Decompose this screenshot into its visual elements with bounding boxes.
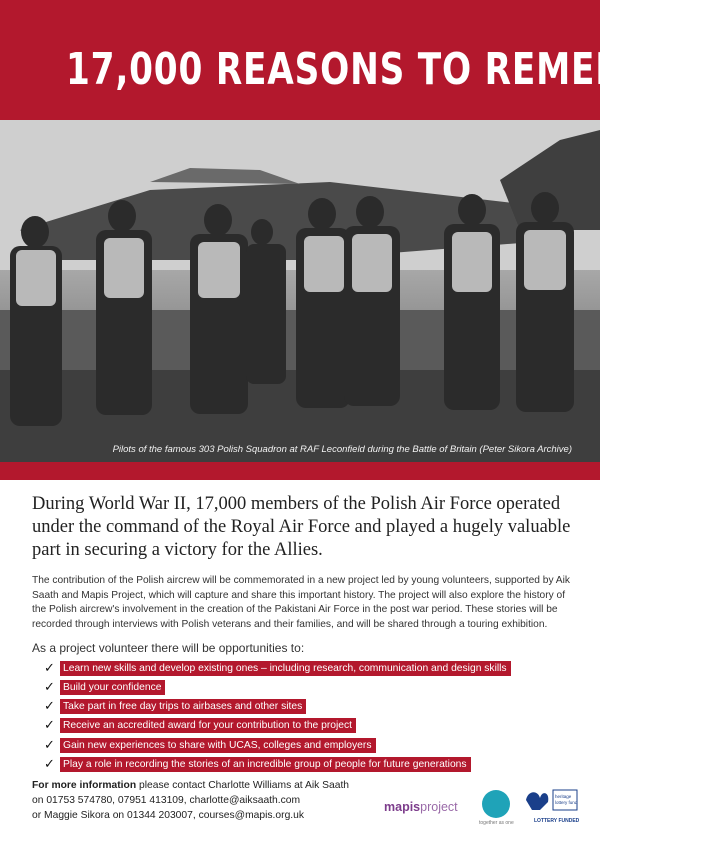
lottery-funded-text: LOTTERY FUNDED <box>534 818 580 824</box>
mapis-logo <box>384 800 458 814</box>
opportunities-list <box>44 659 584 775</box>
mapis-logo-light: project <box>420 800 458 814</box>
check-icon: ✓ <box>44 756 55 772</box>
list-item <box>44 678 584 696</box>
aiksaath-tagline: together as one <box>479 820 514 826</box>
hero-photo <box>0 120 600 462</box>
check-icon: ✓ <box>44 737 55 753</box>
check-icon: ✓ <box>44 660 55 676</box>
sponsor-logos <box>384 780 584 830</box>
list-item <box>44 698 584 716</box>
list-item <box>44 659 584 677</box>
contact-block <box>32 778 372 824</box>
opportunity-label: Build your confidence <box>60 680 165 695</box>
lottery-logo <box>520 786 580 826</box>
lottery-text-2: lottery fund <box>555 800 578 805</box>
check-icon: ✓ <box>44 679 55 695</box>
contact-line-1 <box>32 778 372 793</box>
aiksaath-logo <box>482 790 510 818</box>
list-item <box>44 755 584 773</box>
opportunity-label: Receive an accredited award for your contribution to the project <box>60 718 356 733</box>
pilots-photo-illustration <box>0 120 600 462</box>
list-item <box>44 717 584 735</box>
mapis-logo-bold: mapis <box>384 800 421 814</box>
photo-bottom-band <box>0 462 600 480</box>
list-item <box>44 736 584 754</box>
body-paragraph: The contribution of the Polish aircrew will be commemorated in a new project led by young volunteers, supported by Aik Saath and Mapis Project, which will capture and share this important history. The project will also explore the history of the Polish aircrew's involvement in the creation of the Pakistani Air Force in the post war period. These stories will be recorded through interviews with Polish veterans and their families, and will be shared through a touring exhibition. <box>32 575 570 630</box>
photo-caption: Pilots of the famous 303 Polish Squadron at RAF Leconfield during the Battle of Britain (Peter Sikora Archive) <box>112 444 572 455</box>
opportunity-label: Learn new skills and develop existing ones – including research, communication and design skills <box>60 661 511 676</box>
opportunities-intro: As a project volunteer there will be opportunities to: <box>32 641 305 655</box>
opportunity-label: Gain new experiences to share with UCAS, colleges and employers <box>60 738 376 753</box>
page-title: 17,000 REASONS TO REMEMBER <box>66 44 709 95</box>
lottery-text-1: heritage <box>555 794 572 799</box>
contact-line-2[interactable]: on 01753 574780, 07951 413109, charlotte@aiksaath.com <box>32 795 301 807</box>
contact-lead-rest: please contact Charlotte Williams at Aik Saath <box>136 780 350 791</box>
opportunity-label: Take part in free day trips to airbases and other sites <box>60 699 306 714</box>
check-icon: ✓ <box>44 699 55 715</box>
intro-paragraph: During World War II, 17,000 members of the Polish Air Force operated under the command of the Royal Air Force and played a hugely valuable part in securing a victory for the Allies. <box>32 494 571 560</box>
contact-line-3[interactable]: or Maggie Sikora on 01344 203007, courses@mapis.org.uk <box>32 810 305 822</box>
check-icon: ✓ <box>44 718 55 734</box>
opportunity-label: Play a role in recording the stories of an incredible group of people for future generations <box>60 757 471 772</box>
contact-lead: For more information <box>32 780 137 791</box>
